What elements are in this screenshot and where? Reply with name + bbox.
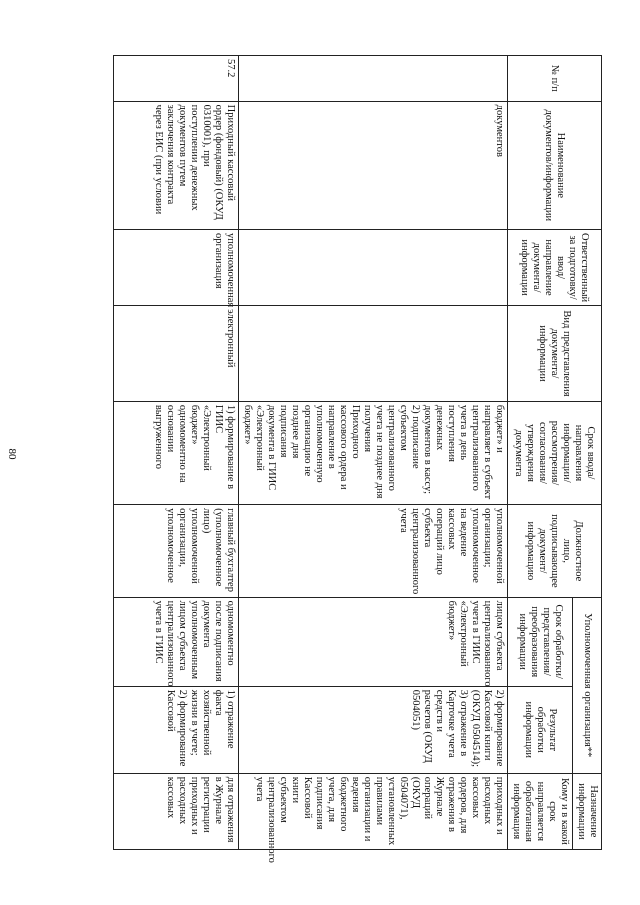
header-org-result: Результат обработки информации — [508, 686, 573, 773]
cell-num — [239, 56, 508, 102]
cell-position: главный бухгалтер (уполномоченное лицо) уполномоченной организации, уполномоченное — [114, 505, 239, 597]
cell-position: уполномоченной организации; уполномоченное на ведение кассовых операций лицо субъекта централизованного учета — [239, 505, 508, 597]
page-number: 80 — [6, 448, 18, 460]
header-num: № п/п — [508, 56, 602, 102]
header-position: Должностное лицо, подписывающее документ/ информацию — [508, 505, 602, 597]
cell-org-result: 2) формирование Кассовой книги (ОКУД 0504514); 3) отражение в Карточке учета средств и расчетов (ОКУД 0504051) — [239, 686, 508, 773]
header-kind: Вид представления документа/ информации — [508, 306, 602, 402]
cell-name: Приходный кассовый ордер (фондовый) (ОКУД 0310001), при поступлении денежных документов путем заключения контракта через ЕИС (при условии — [114, 101, 239, 229]
header-row-1 — [573, 56, 602, 850]
cell-responsible: уполномоченная организация — [114, 230, 239, 306]
cell-term: бюджет» и направляет в субъект централизованного учета в день поступления денежных документов в кассу; 2) подписание субъектом централизованного учета не позднее дня получения Приходного кассового ордера и направление в уполномоченную организацию не позднее дня подписания документа в ГИИС «Электронный бюджет» — [239, 401, 508, 504]
header-responsible: Ответственный за подготовку/ ввод/ направление документа/ информации — [508, 230, 602, 306]
header-purpose-group: Назначение информации — [573, 773, 602, 849]
cell-org-time: одномоментно после подписания документа уполномоченным лицом субъекта централизованного учета в ГИИС — [114, 597, 239, 686]
cell-kind: электронный — [114, 306, 239, 402]
cell-kind — [239, 306, 508, 402]
cell-whom: для отражения в Журнале регистрации приходных и расходных кассовых — [114, 773, 239, 849]
cell-responsible — [239, 230, 508, 306]
document-table — [113, 55, 602, 863]
cell-num: 57.2 — [114, 56, 239, 102]
cell-term: 1) формирование в ГИИС «Электронный бюджет» одномоментно на основании выгруженного — [114, 401, 239, 504]
header-org-group: Уполномоченная организация** — [573, 597, 602, 773]
header-org-time: Срок обработки/ представления/ преобразования информации — [508, 597, 573, 686]
header-term: Срок ввода/ направления информации/ рассмотрения/ согласования/ утверждения документа — [508, 401, 602, 504]
table-row — [114, 56, 239, 850]
cell-org-result: 1) отражение факта хозяйственной жизни в учете; 2) формирование Кассовой — [114, 686, 239, 773]
table-row — [239, 56, 508, 850]
cell-name: документов — [239, 101, 508, 229]
header-name: Наименование документов/информации — [508, 101, 602, 229]
cell-whom: приходных и расходных кассовых ордеров, для отражения в Журнале операций (ОКУД 0504071), установленных правилами организации и ведения бюджетного учета, для подписания Кассовой книги субъектом централизованного учета — [239, 773, 508, 849]
rotated-table-wrapper — [62, 55, 602, 863]
cell-org-time: лицом субъекта централизованного учета в ГИИС «Электронный бюджет» — [239, 597, 508, 686]
header-purpose-whom: Кому и в какой срок направляется обработанная информация — [508, 773, 573, 849]
